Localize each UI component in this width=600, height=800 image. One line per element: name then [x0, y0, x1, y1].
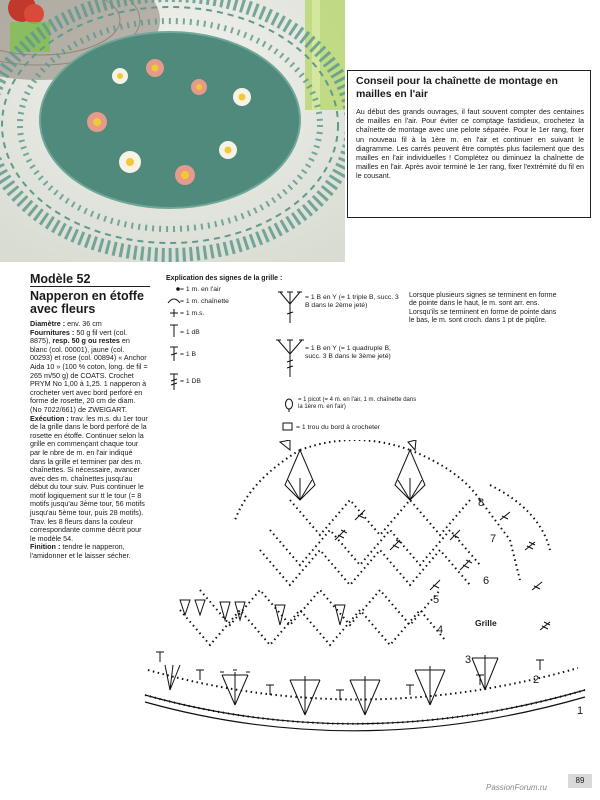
legend-slip: = 1 m. chaînette [180, 298, 229, 305]
title-divider [30, 286, 150, 287]
legend-title: Explication des signes de la grille : [166, 275, 283, 282]
flower-icon [119, 151, 141, 173]
fabric-hole-icon [282, 422, 294, 432]
flower-icon [87, 112, 107, 132]
finishing-value: tendre le napperon, l'amidonner et le laisser sécher. [30, 542, 131, 561]
row-number-4: 4 [437, 624, 444, 636]
crochet-chart [140, 440, 600, 765]
legend-hole: = 1 trou du bord à crocheter [296, 424, 381, 431]
picot-icon [283, 398, 295, 412]
row-number-8: 8 [478, 497, 485, 509]
tip-box [347, 70, 591, 218]
execution-paragraph [30, 415, 148, 544]
supplies-text-c: en blanc (col. 00001), jaune (col. 00293) et rose (col. 00894) « Anchor Aida 10 » (100 % coton, long. de fil = 265 m/50 g) de COATS. Crochet PRYM No 1,00 à 1,25. 1 napperon à crocheter vert avec bord perforé en forme de rosette, 20 cm de diam. (No 7022/661) de ZWEIGART. [30, 336, 148, 414]
legend-y-quad: = 1 B en Y (= 1 quadruple B, succ. 3 B dans le 3ème jeté) [305, 345, 391, 361]
flower-icon [219, 141, 237, 159]
model-name-line1: Napperon en étoffe [30, 288, 144, 303]
legend-tr: = 1 DB [180, 378, 201, 385]
legend-y-triple: = 1 B en Y (= 1 triple B, succ. 3 B dans le 2ème jeté) [305, 294, 399, 310]
flower-icon [146, 59, 164, 77]
treble-crochet-icon [168, 373, 180, 391]
model-title [30, 273, 150, 317]
finishing-label: Finition : [30, 542, 61, 552]
legend-note: Lorsque plusieurs signes se terminent en forme de pointe dans le haut, le m. sont arr. ens. Lorsqu'ils se terminent en forme de pointe dans le bas, le m. sont croch. dans 1 pt de piqûre. [409, 292, 557, 325]
supplies-text-b: resp. 50 g ou restes [52, 336, 120, 346]
single-crochet-icon [168, 308, 180, 318]
flower-icon [112, 68, 128, 84]
y-triple-stitch-icon [278, 290, 302, 324]
row-number-5: 5 [433, 594, 440, 606]
row3-fans [165, 655, 498, 715]
row-number-2: 2 [533, 674, 540, 686]
doily-photo-illustration [0, 0, 345, 262]
legend-hdc: = 1 dB [180, 329, 200, 336]
supplies-label: Fournitures : [30, 327, 75, 337]
tip-title: Conseil pour la chaînette de montage en mailles en l'air [356, 75, 558, 100]
model-number: Modèle 52 [30, 272, 91, 286]
legend-picot: = 1 picot (= 4 m. en l'air, 1 m. chaînette dans la 1ère m. en l'air) [298, 397, 417, 411]
legend-chain: = 1 m. en l'air [180, 286, 221, 293]
doily-photo [0, 0, 345, 262]
flower-icon [191, 79, 207, 95]
row-number-3: 3 [465, 654, 472, 666]
double-crochet-icon [168, 346, 180, 362]
execution-value: trav. les m.s. du 1er tour de la grille dans le bord perforé de la rosette en étoffe. Continuer selon la grille en commençant chaque tour par le nbre de m. en l'air indiqué dans la grille et terminer par des m. chaînettes. Si nécessaire, avancer avec des m. chaînettes jusqu'au début du tour suiv. Puis continuer le motif logiquement sur tt le tour (= 8 motifs jusqu'au 3ème tour, 56 motifs jusqu'au 5ème tour, puis 28 motifs). Trav. les 8 fleurs dans la couleur correspondante comme décrit pour le modèle 54. [30, 413, 148, 543]
finishing-paragraph [30, 543, 148, 560]
legend-dc: = 1 B [180, 351, 197, 358]
model-name-line2: avec fleurs [30, 302, 96, 316]
flower-icon [175, 165, 195, 185]
legend-sc: = 1 m.s. [180, 310, 205, 317]
tip-body: Au début des grands ouvrages, il faut souvent compter des centaines de mailles en l'air. Pour éviter ce comptage fastidieux, crochetez la chaînette de montage avec une pelote séparée. Pour le 1er rang, fixer un nouveau fil à la 1ère m. en l'air et continuer en suivant le diagramme. Les carrés peuvent être comptés plus facilement que des mailles en l'air individuelles ! Complétez ou diminuez la chaînette de mailles en l'air. Après avoir terminé le 1er rang, fixer l'extrémité du fil en le cousant. [356, 107, 584, 181]
diameter-value: env. 36 cm [65, 319, 102, 328]
half-double-icon [168, 324, 180, 338]
chart-label: Grille [475, 618, 497, 628]
supplies-text-a: 50 g fil vert (col. 8875), [30, 327, 128, 346]
y-quad-stitch-icon [276, 338, 304, 378]
diameter-label: Diamètre : [30, 319, 66, 328]
page-number: 89 [568, 774, 592, 788]
supplies-paragraph [30, 329, 148, 415]
row-number-7: 7 [490, 533, 497, 545]
row-number-6: 6 [483, 575, 490, 587]
source-watermark: PassionForum.ru [486, 783, 547, 792]
row-number-1: 1 [577, 705, 584, 717]
execution-label: Exécution : [30, 413, 69, 423]
flower-icon [233, 88, 251, 106]
instructions [30, 320, 148, 561]
